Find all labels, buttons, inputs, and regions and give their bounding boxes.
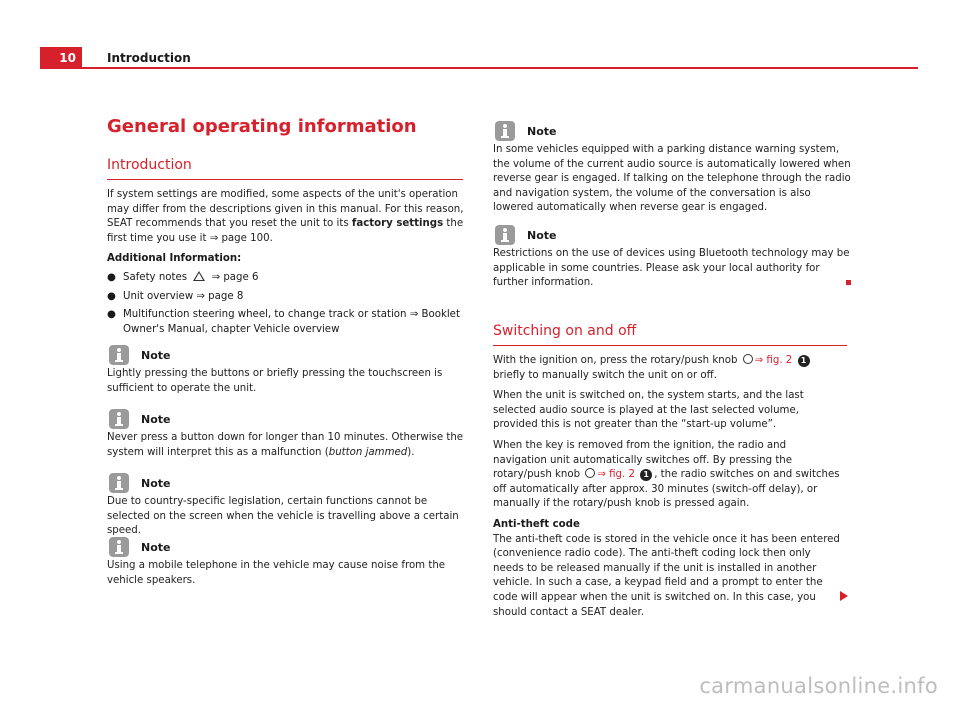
- callout-number: 1: [640, 469, 652, 481]
- p3-text-b: , the radio switches on and switches off automatically after approx. 30 minutes (switch-off delay), or manually if the rotary/push knob is pressed again.: [493, 469, 840, 510]
- p1-text-b: briefly to manually switch the unit on or off.: [493, 369, 717, 381]
- note-box: [107, 409, 467, 460]
- bullet-dot: ●: [107, 271, 116, 283]
- section-introduction: [107, 157, 463, 180]
- section-title-switching: Switching on and off: [493, 323, 847, 346]
- note-text-a: Never press a button down for longer than 10 minutes. Otherwise the system will interpret this as a malfunction (: [107, 432, 464, 458]
- fig-ref-link[interactable]: ⇒ fig. 2: [597, 469, 635, 481]
- fig-ref-link[interactable]: ⇒ fig. 2: [754, 355, 793, 366]
- intro-block: [107, 188, 464, 337]
- additional-info-label: Additional Information:: [107, 253, 242, 265]
- intro-text-a: If system settings are modified, some aspects of the unit's operation may differ from the descriptions given in this manual. For this reason, SEAT recommends that you reset the unit to its: [107, 189, 464, 230]
- note-text: Restrictions on the use of devices using Bluetooth technology may be applicable in some countries. Please ask your local authority for further information.: [493, 248, 850, 289]
- note-text: Using a mobile telephone in the vehicle may cause noise from the vehicle speakers.: [107, 560, 446, 586]
- header-title: Introduction: [107, 51, 191, 65]
- bullet-link: ⇒ page 6: [208, 271, 259, 283]
- watermark: carmanualsonline.info: [699, 674, 938, 698]
- note-title: Note: [527, 124, 557, 138]
- note-text: [107, 431, 467, 460]
- end-of-section-marker: [846, 280, 851, 285]
- section-switching: [493, 323, 847, 346]
- bullet-text: Unit overview ⇒ page 8: [123, 290, 244, 302]
- bullet-dot: ●: [107, 309, 116, 321]
- note-title: Note: [527, 228, 557, 242]
- bullet-item: [107, 308, 464, 337]
- intro-bold: factory settings: [351, 218, 444, 230]
- page-header: [0, 47, 918, 69]
- info-note-icon: [495, 121, 515, 141]
- rotary-knob-icon: [585, 468, 595, 478]
- note-box: [107, 537, 467, 588]
- note-title: Note: [141, 348, 171, 362]
- note-box: [107, 345, 467, 396]
- antitheft-label: Anti-theft code: [493, 518, 580, 530]
- info-note-icon: [109, 537, 129, 557]
- page-number: 10: [40, 47, 82, 69]
- bullet-text: Multifunction steering wheel, to change track or station ⇒ Booklet Owner's Manual, chapter Vehicle overview: [123, 309, 460, 335]
- callout-number: 1: [798, 355, 810, 367]
- bullet-dot: ●: [107, 290, 116, 302]
- intro-text-b: the first time you use it ⇒ page 100.: [107, 218, 464, 244]
- header-rule: [82, 67, 918, 69]
- note-text-b: ).: [407, 446, 415, 458]
- antitheft-paragraph: The anti-theft code is stored in the vehicle once it has been entered (convenience radio code). The anti-theft coding lock then only needs to be released manually if the unit is installed in another vehicle. In such a case, a keypad field and a prompt to enter the code will appear when the unit is switched on. In this case, you should contact a SEAT dealer.: [493, 533, 840, 618]
- switch-paragraph-2: When the unit is switched on, the system starts, and the last selected audio source is played at the last selected volume, provided this is not greater than the “start-up volume”.: [493, 390, 804, 431]
- switch-paragraph-3: [493, 439, 843, 512]
- info-note-icon: [109, 345, 129, 365]
- note-text: Lightly pressing the buttons or briefly pressing the touchscreen is sufficient to operate the unit.: [107, 368, 443, 394]
- switching-block: [493, 354, 843, 620]
- rotary-knob-icon: [743, 354, 753, 364]
- note-box: [493, 121, 853, 216]
- note-box: [107, 473, 467, 539]
- bullet-item: [107, 290, 464, 305]
- bullet-item: [107, 271, 464, 286]
- switch-paragraph-1: [493, 354, 843, 383]
- note-text: In some vehicles equipped with a parking distance warning system, the volume of the current audio source is automatically lowered when reverse gear is engaged. If talking on the telephone through the radio and navigation system, the volume of the conversation is also lowered automatically when reverse gear is engaged.: [493, 144, 851, 214]
- continue-arrow-icon: [840, 591, 848, 601]
- note-title: Note: [141, 540, 171, 554]
- note-title: Note: [141, 412, 171, 426]
- note-box: [493, 225, 853, 291]
- info-note-icon: [495, 225, 515, 245]
- section-title-introduction: Introduction: [107, 157, 463, 180]
- note-text-italic: button jammed: [328, 446, 408, 458]
- note-title: Note: [141, 476, 171, 490]
- intro-paragraph: [107, 188, 464, 246]
- bullet-text: Safety notes: [123, 271, 191, 283]
- info-note-icon: [109, 473, 129, 493]
- warning-triangle-icon: [193, 271, 205, 281]
- main-heading: General operating information: [107, 116, 417, 137]
- p1-text-a: With the ignition on, press the rotary/push knob: [493, 355, 741, 366]
- info-note-icon: [109, 409, 129, 429]
- p3-text-a: When the key is removed from the ignition, the radio and navigation unit automatically switches off. By pressing the rotary/push knob: [493, 439, 793, 481]
- note-text: Due to country-specific legislation, certain functions cannot be selected on the screen when the vehicle is travelling above a certain speed.: [107, 496, 459, 537]
